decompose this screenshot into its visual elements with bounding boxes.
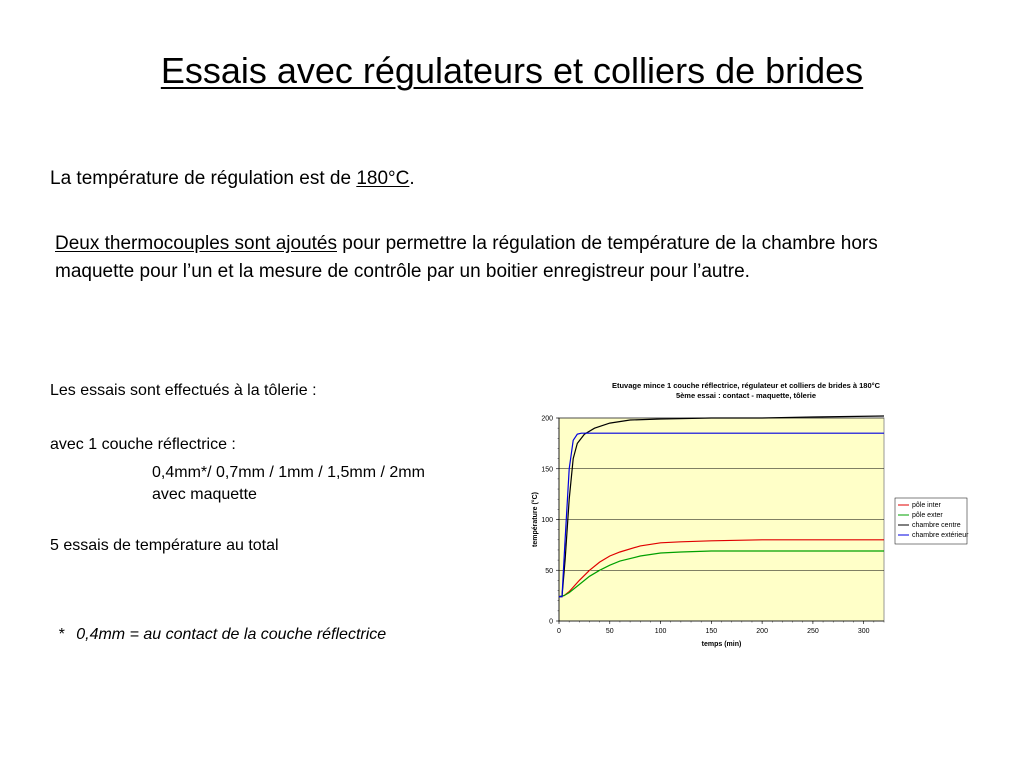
thickness-values: 0,4mm*/ 0,7mm / 1mm / 1,5mm / 2mm [152, 464, 425, 481]
footnote-text: 0,4mm = au contact de la couche réflectrice [76, 626, 387, 643]
x-tick-label: 150 [705, 628, 718, 635]
regulation-text: La température de régulation est de [50, 168, 357, 189]
regulation-paragraph [50, 168, 415, 190]
chart-subtitle: 5ème essai : contact - maquette, tôlerie [675, 391, 817, 400]
legend-label: chambre extérieur [912, 532, 969, 540]
tests-location-text: Les essais sont effectués à la tôlerie : [50, 382, 317, 399]
thickness-list [152, 462, 425, 506]
legend-label: pôle inter [912, 502, 941, 510]
x-tick-label: 250 [807, 628, 819, 635]
layer-text: avec 1 couche réflectrice : [50, 436, 236, 453]
mockup-text: avec maquette [152, 486, 257, 503]
x-tick-label: 100 [654, 628, 667, 635]
regulation-end: . [409, 168, 415, 189]
x-axis-label: temps (min) [701, 641, 742, 648]
chart-title: Etuvage mince 1 couche réflectrice, régulateur et colliers de brides à 180°C [611, 381, 881, 390]
x-tick-label: 50 [605, 628, 614, 635]
y-axis-label: température (°C) [532, 492, 539, 547]
footnote [58, 626, 398, 644]
x-tick-label: 0 [557, 628, 561, 635]
x-tick-label: 300 [857, 628, 870, 635]
thermocouples-highlight: Deux thermocouples sont ajoutés [55, 233, 337, 254]
slide-title: Essais avec régulateurs et colliers de brides [160, 50, 864, 91]
y-tick-label: 100 [541, 517, 553, 524]
x-tick-label: 200 [756, 628, 768, 635]
y-tick-label: 150 [541, 466, 553, 474]
footnote-star: * [58, 626, 65, 643]
tests-count-text: 5 essais de température au total [50, 537, 279, 554]
legend-label: chambre centre [912, 522, 961, 530]
regulation-temperature: 180°C [356, 168, 410, 189]
thermocouples-text: pour permettre la régulation de température de la chambre hors maquette pour l’un et la mesure de contrôle par un boitier enregistreur pour l’autre. [55, 233, 878, 282]
y-tick-label: 200 [541, 415, 553, 423]
temperature-chart [520, 376, 969, 656]
y-tick-label: 0 [549, 618, 553, 626]
y-tick-label: 50 [545, 567, 553, 575]
thermocouples-paragraph [55, 230, 935, 286]
legend-label: pôle exter [912, 512, 943, 520]
